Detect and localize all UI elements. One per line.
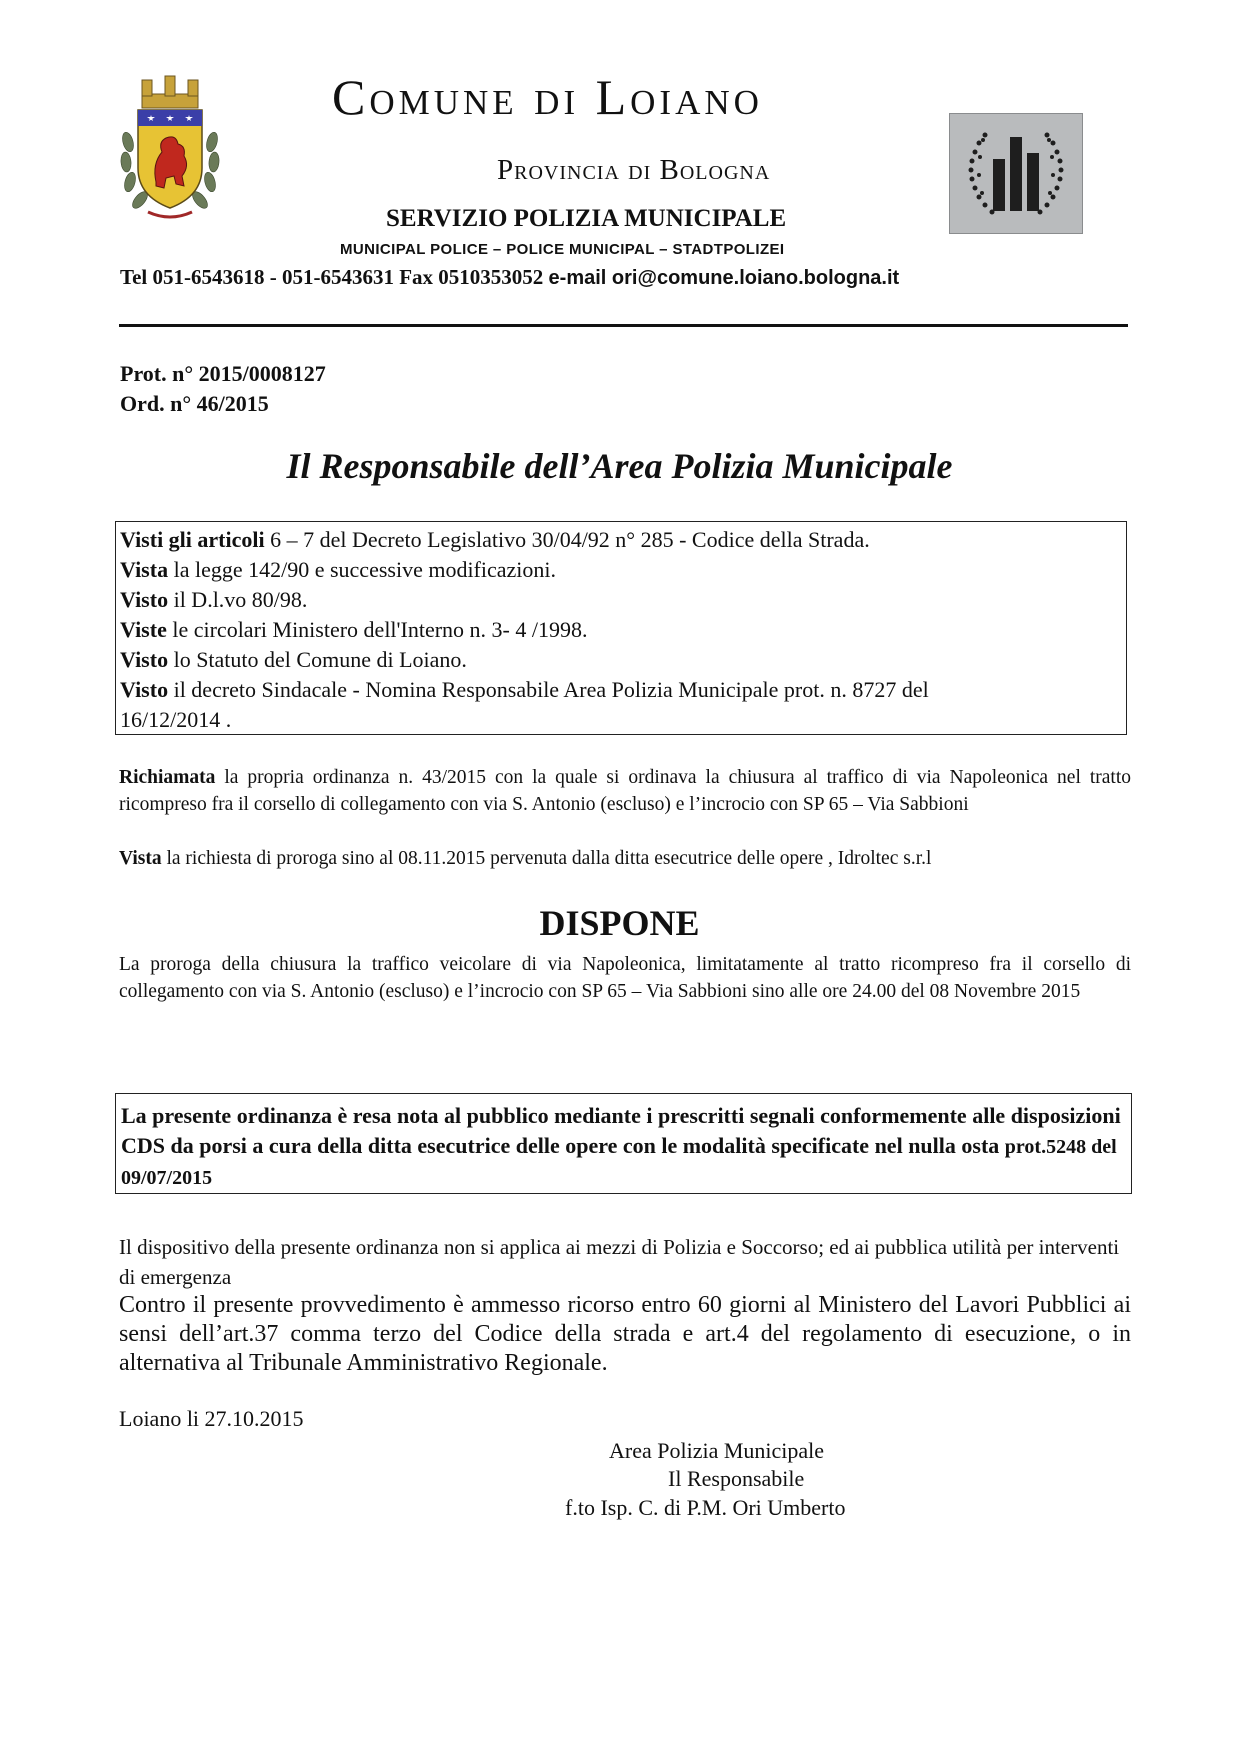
reference-line: Visti gli articoli 6 – 7 del Decreto Legislativo 30/04/92 n° 285 - Codice della Strada. — [120, 527, 870, 552]
email-address: e-mail ori@comune.loiano.bologna.it — [548, 267, 900, 289]
reference-line: Visto il decreto Sindacale - Nomina Responsabile Area Polizia Municipale prot. n. 8727 del — [120, 677, 929, 702]
document-heading: Il Responsabile dell’Area Polizia Municipale — [286, 446, 953, 486]
signature-role: Il Responsabile — [668, 1466, 805, 1491]
reference-line: 16/12/2014 . — [120, 707, 232, 732]
header-divider — [119, 324, 1128, 327]
service-translations: MUNICIPAL POLICE – POLICE MUNICIPAL – STADTPOLIZEI — [340, 241, 785, 258]
phone-fax: Tel 051-6543618 - 051-6543631 Fax 0510353052 — [120, 265, 549, 289]
reference-line: Visto il D.l.vo 80/98. — [120, 587, 308, 612]
signature-name: f.to Isp. C. di P.M. Ori Umberto — [565, 1495, 846, 1520]
legal-references-box — [115, 521, 1127, 735]
dispone-heading: DISPONE — [539, 903, 700, 943]
exception-paragraph: Il dispositivo della presente ordinanza non si applica ai mezzi di Polizia e Soccorso; ed ai pubblica utilità per interventi di emergenza — [119, 1235, 1120, 1289]
dispone-paragraph: La proroga della chiusura la traffico veicolare di via Napoleonica, limitatamente al tratto ricompreso fra il corsello di collegamento con via S. Antonio (escluso) e l’incrocio con SP 65 – Via Sabbioni sino alle ore 24.00 del 08 Novembre 2015 — [119, 954, 1131, 1002]
ordinance-number: Ord. n° 46/2015 — [120, 391, 269, 416]
public-notice-box: La presente ordinanza è resa nota al pubblico mediante i prescritti segnali conformemente alle disposizioni CDS da porsi a cura della ditta esecutrice delle opere con le modalità specificate nel nulla osta prot.5248 del 09/07/2015 — [115, 1093, 1132, 1194]
signature-area: Area Polizia Municipale — [609, 1438, 825, 1463]
protocol-number: Prot. n° 2015/0008127 — [120, 361, 326, 386]
recalled-ordinance-paragraph: Richiamata la propria ordinanza n. 43/2015 con la quale si ordinava la chiusura al traffico di via Napoleonica nel tratto ricompreso fra il corsello di collegamento con via S. Antonio (escluso) e l’incrocio con SP 65 – Via Sabbioni — [119, 767, 1131, 815]
service-name: SERVIZIO POLIZIA MUNICIPALE — [386, 205, 787, 232]
reference-line: Visto lo Statuto del Comune di Loiano. — [120, 647, 467, 672]
contact-line — [120, 266, 899, 289]
municipal-coat-of-arms-icon — [118, 72, 222, 224]
police-emblem-icon — [949, 113, 1083, 234]
municipality-title: Comune di Loiano — [332, 69, 763, 125]
recourse-paragraph: Contro il presente provvedimento è ammesso ricorso entro 60 giorni al Ministero del Lavori Pubblici ai sensi dell’art.37 comma terzo del Codice della strada e art.4 del regolamento di esecuzione, o in alternativa al Tribunale Amministrativo Regionale. — [119, 1292, 1131, 1376]
extension-request-paragraph: Vista la richiesta di proroga sino al 08.11.2015 pervenuta dalla ditta esecutrice delle opere , Idroltec s.r.l — [119, 848, 932, 869]
place-and-date: Loiano li 27.10.2015 — [119, 1406, 304, 1431]
reference-line: Vista la legge 142/90 e successive modificazioni. — [120, 557, 557, 582]
province-name: Provincia di Bologna — [497, 154, 771, 186]
reference-line: Viste le circolari Ministero dell'Interno n. 3- 4 /1998. — [120, 617, 588, 642]
